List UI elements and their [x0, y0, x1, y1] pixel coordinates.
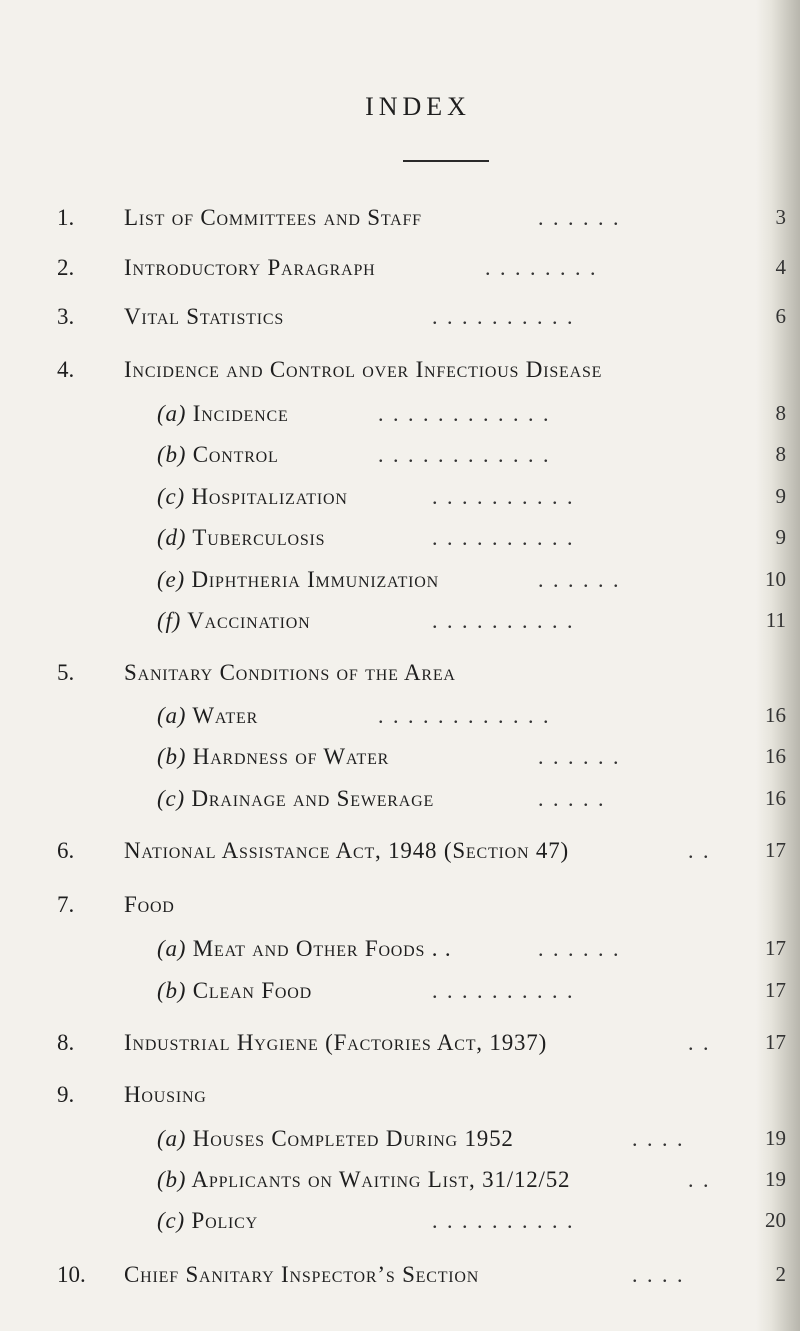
index-subentry: [0, 484, 800, 518]
page-number: 8: [775, 401, 786, 425]
subentry-label: Clean Food: [192, 978, 312, 1003]
entry-title: Industrial Hygiene (Factories Act, 1937): [124, 1030, 548, 1055]
entry-number: 10.: [57, 1262, 86, 1287]
index-subentry: [0, 703, 800, 737]
index-entry: [0, 357, 800, 391]
entry-number: 8.: [57, 1030, 75, 1055]
entry-number: 2.: [57, 255, 75, 280]
entry-title: [157, 1167, 570, 1193]
leader-dots: . . . . . . . . . . . .: [378, 703, 551, 728]
leader-dots: . . . . . . . .: [485, 255, 598, 280]
subentry-letter: (b): [157, 978, 187, 1003]
index-subentry: [0, 567, 800, 601]
entry-title: Sanitary Conditions of the Area: [124, 660, 456, 685]
subentry-label: Incidence: [192, 401, 289, 426]
page-number: 20: [765, 1208, 786, 1232]
entry-title: [157, 567, 439, 593]
leader-dots: . . . . . . . . . .: [432, 525, 575, 550]
entry-title: National Assistance Act, 1948 (Section 47): [124, 838, 569, 863]
leader-dots: . . . .: [632, 1262, 685, 1287]
entry-number: 3.: [57, 304, 75, 329]
subentry-label: Policy: [191, 1208, 258, 1233]
index-subentry: [0, 978, 800, 1012]
page-number: 11: [765, 608, 786, 632]
page-number: 17: [765, 978, 786, 1002]
leader-dots: . . . . . .: [538, 205, 621, 230]
page-number: 16: [765, 744, 786, 768]
subentry-letter: (d): [157, 525, 187, 550]
subentry-letter: (a): [157, 936, 187, 961]
entry-title: [157, 442, 279, 468]
leader-dots: . . . .: [632, 1126, 685, 1151]
entry-title: List of Committees and Staff: [124, 205, 422, 230]
subentry-letter: (f): [157, 608, 182, 633]
entry-number: 6.: [57, 838, 75, 863]
entry-title: [157, 978, 312, 1004]
leader-dots: . . . . . . . . . . . .: [378, 442, 551, 467]
entry-title: Chief Sanitary Inspector’s Section: [124, 1262, 480, 1287]
index-entry: [0, 1262, 800, 1296]
index-entry: [0, 205, 800, 239]
page-number: 17: [765, 838, 786, 862]
leader-dots: . . . . . . . . . . . .: [378, 401, 551, 426]
entry-number: 5.: [57, 660, 75, 685]
index-subentry: [0, 401, 800, 435]
entry-number: 4.: [57, 357, 75, 382]
page-number: 10: [765, 567, 786, 591]
subentry-label: Control: [192, 442, 279, 467]
entry-title: [157, 401, 289, 427]
index-entry: [0, 304, 800, 338]
subentry-label: Applicants on Waiting List, 31/12/52: [191, 1167, 571, 1192]
subentry-letter: (b): [157, 442, 187, 467]
entry-title: Introductory Paragraph: [124, 255, 376, 280]
entry-title: [157, 1208, 258, 1234]
subentry-letter: (c): [157, 786, 185, 811]
leader-dots: . . . . . .: [538, 936, 621, 961]
leader-dots: . . . . .: [538, 786, 606, 811]
subentry-letter: (a): [157, 1126, 187, 1151]
page-number: 19: [765, 1167, 786, 1191]
leader-dots: . . . . . .: [538, 744, 621, 769]
leader-dots: . . . . . .: [538, 567, 621, 592]
index-entry: [0, 660, 800, 694]
subentry-label: Hardness of Water: [192, 744, 390, 769]
index-entry: [0, 892, 800, 926]
index-entry: [0, 255, 800, 289]
page-number: 8: [775, 442, 786, 466]
page-number: 16: [765, 703, 786, 727]
subentry-letter: (a): [157, 401, 187, 426]
index-entry: [0, 838, 800, 872]
subentry-letter: (c): [157, 1208, 185, 1233]
leader-dots: . . . . . . . . . .: [432, 978, 575, 1003]
index-subentry: [0, 608, 800, 642]
entry-title: [157, 608, 310, 634]
index-entry: [0, 1082, 800, 1116]
index-subentry: [0, 442, 800, 476]
entry-title: Incidence and Control over Infectious Disease: [124, 357, 603, 382]
page-number: 17: [765, 936, 786, 960]
subentry-label: Water: [192, 703, 259, 728]
index-subentry: [0, 525, 800, 559]
index-subentry: [0, 1126, 800, 1160]
leader-dots: . . . . . . . . . .: [432, 1208, 575, 1233]
index-subentry: [0, 936, 800, 970]
index-subentry: [0, 1167, 800, 1201]
page-number: 9: [775, 525, 786, 549]
entry-title: [157, 936, 451, 962]
entry-title: [157, 786, 434, 812]
subentry-label: Diphtheria Immunization: [191, 567, 440, 592]
index-heading: INDEX: [365, 92, 471, 121]
leader-dots: . . . . . . . . . .: [432, 484, 575, 509]
index-subentry: [0, 744, 800, 778]
entry-title: [157, 525, 325, 551]
index-entry: [0, 1030, 800, 1064]
leader-dots: . .: [688, 1167, 711, 1192]
heading-rule: [403, 160, 489, 162]
entry-title: Vital Statistics: [124, 304, 285, 329]
leader-dots: . .: [688, 1030, 711, 1055]
entry-title: [157, 1126, 514, 1152]
subentry-label: Drainage and Sewerage: [191, 786, 435, 811]
entry-title: [157, 703, 258, 729]
entry-number: 9.: [57, 1082, 75, 1107]
entry-title: [157, 744, 389, 770]
page-number: 3: [775, 205, 786, 229]
subentry-label: Hospitalization: [191, 484, 348, 509]
subentry-letter: (c): [157, 484, 185, 509]
subentry-label: Meat and Other Foods . .: [192, 936, 452, 961]
subentry-label: Tuberculosis: [192, 525, 326, 550]
page-number: 9: [775, 484, 786, 508]
page-number: 4: [775, 255, 786, 279]
index-subentry: [0, 1208, 800, 1242]
subentry-label: Vaccination: [187, 608, 311, 633]
index-subentry: [0, 786, 800, 820]
entry-number: 7.: [57, 892, 75, 917]
entry-title: [157, 484, 348, 510]
page-number: 19: [765, 1126, 786, 1150]
page-number: 6: [775, 304, 786, 328]
subentry-letter: (e): [157, 567, 185, 592]
subentry-letter: (b): [157, 744, 187, 769]
subentry-letter: (a): [157, 703, 187, 728]
subentry-letter: (b): [157, 1167, 187, 1192]
page-number: 17: [765, 1030, 786, 1054]
leader-dots: . . . . . . . . . .: [432, 608, 575, 633]
entry-number: 1.: [57, 205, 75, 230]
entry-title: Food: [124, 892, 175, 917]
page-number: 16: [765, 786, 786, 810]
leader-dots: . . . . . . . . . .: [432, 304, 575, 329]
leader-dots: . .: [688, 838, 711, 863]
subentry-label: Houses Completed During 1952: [192, 1126, 514, 1151]
entry-title: Housing: [124, 1082, 207, 1107]
page-number: 2: [775, 1262, 786, 1286]
